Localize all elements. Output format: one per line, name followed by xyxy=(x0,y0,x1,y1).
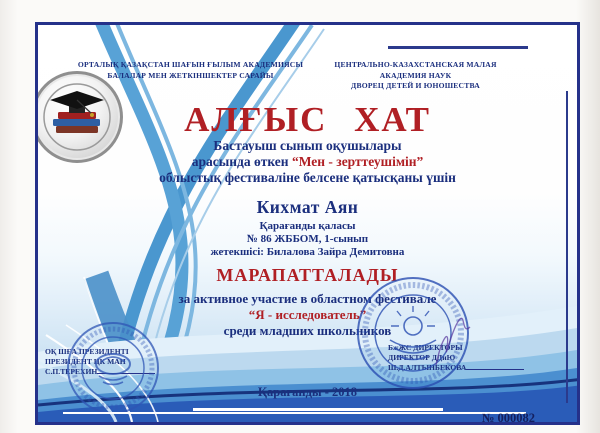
recipient-name: Кихмат Аян xyxy=(256,197,359,217)
sig-left-title1: ОҚ ШҒА ПРЕЗИДЕНТІ xyxy=(45,347,129,356)
city-year: Қарағанды - 2018 xyxy=(257,385,358,399)
recipient-city: Қарағанды қаласы xyxy=(259,220,356,232)
recipient-teacher: жетекшісі: Билалова Зайра Демитовна xyxy=(210,246,405,258)
recipient-school: № 86 ЖББОМ, 1-сынып xyxy=(246,233,369,245)
certificate xyxy=(35,22,580,425)
header-left-line1: ОРТАЛЫҚ ҚАЗАҚСТАН ШАҒЫН ҒЫЛЫМ АКАДЕМИЯСЫ xyxy=(77,60,304,69)
award-line3: среди младших школьников xyxy=(223,323,392,338)
festival-name-kazakh: “Мен - зерттеушімін” xyxy=(291,154,424,169)
sig-right-title2: ДИРЕКТОР ДДиЮ xyxy=(388,352,456,362)
academy-logo xyxy=(35,71,123,163)
header-right-line1: ЦЕНТРАЛЬНО-КАЗАХСТАНСКАЯ МАЛАЯ АКАДЕМИЯ НАУК xyxy=(334,60,497,80)
graduation-cap-books-icon xyxy=(35,74,120,160)
sig-right-name: Ш.Д.АЛТЫНБЕКОВА xyxy=(388,362,524,373)
intro-line3: облыстық фестиваліне белсене қатысқаны үшін xyxy=(159,170,456,185)
award-title: МАРАПАТТАЛАДЫ xyxy=(216,265,399,285)
sig-left-title2: ПРЕЗИДЕНТ ЦК МАН xyxy=(45,356,126,366)
certificate-title: АЛҒЫС ХАТ xyxy=(184,100,431,139)
intro-line2-prefix: арасында өткен xyxy=(191,154,292,169)
intro-line1: Бастауыш сынып оқушылары xyxy=(213,138,402,153)
sig-right-title1: БжЖС ДИРЕКТОРЫ xyxy=(388,343,463,352)
sig-left-name: С.П.ТЕРЕХИН xyxy=(45,366,155,377)
certificate-number: № 000082 xyxy=(481,411,535,425)
festival-name-russian: “Я - исследователь” xyxy=(248,307,367,322)
header-left-line2: БАЛАЛАР МЕН ЖЕТКІНШЕКТЕР САРАЙЫ xyxy=(107,70,274,80)
award-line1: за активное участие в областном фестивале xyxy=(178,291,437,306)
header-right-line2: ДВОРЕЦ ДЕТЕЙ И ЮНОШЕСТВА xyxy=(351,81,480,91)
